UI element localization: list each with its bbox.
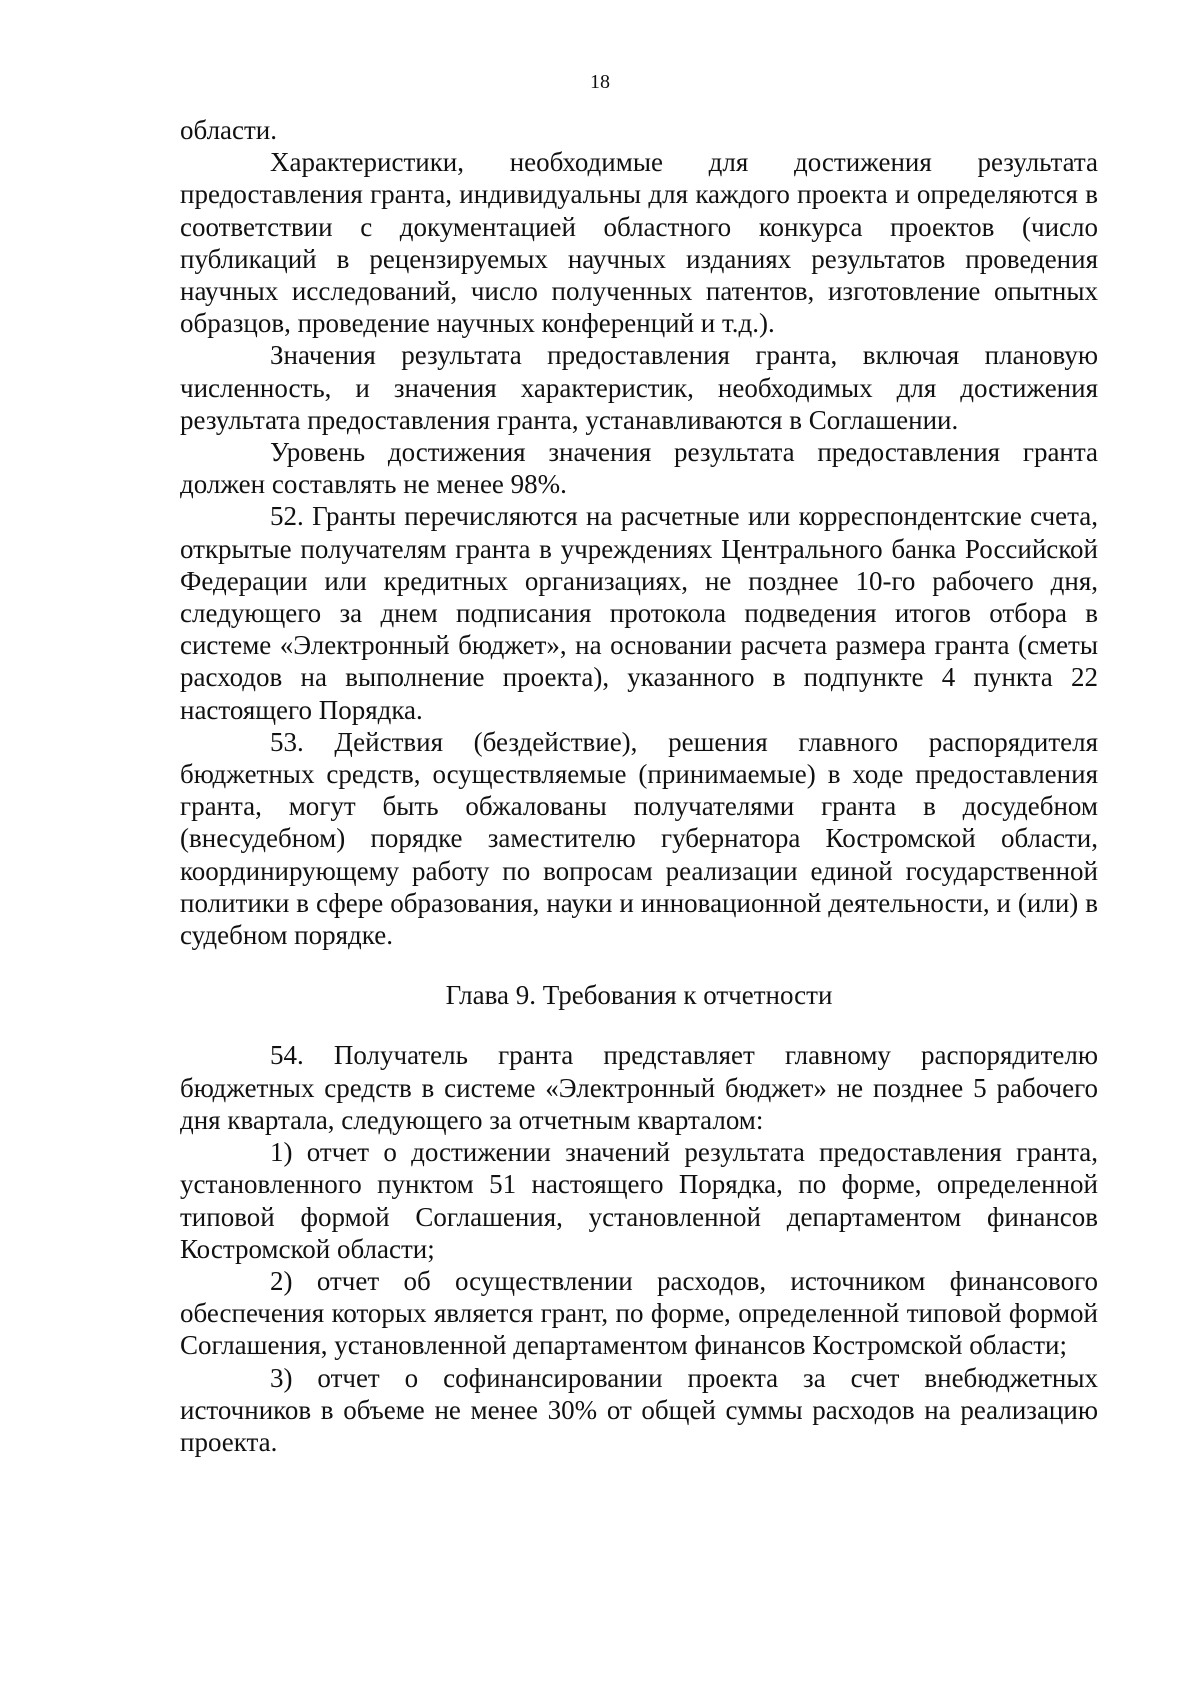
document-body [180, 114, 1098, 1458]
chapter-heading: Глава 9. Требования к отчетности [445, 980, 833, 1011]
paragraph-subitem-3: 3) отчет о софинансировании проекта за счет внебюджетных источников в объеме не менее 30% от общей суммы расходов на реализацию проекта. [180, 1362, 1098, 1457]
paragraph-characteristics: Характеристики, необходимые для достижения результата предоставления гранта, индивидуальны для каждого проекта и определяются в соответствии с документацией областного конкурса проектов (число публикаций в рецензируемых научных изданиях результатов проведения научных исследований, число полученных патентов, изготовление опытных образцов, проведение научных конференций и т.д.). [180, 147, 1098, 339]
paragraph-subitem-2: 2) отчет об осуществлении расходов, источником финансового обеспечения которых является грант, по форме, определенной типовой формой Соглашения, установленной департаментом финансов Костромской области; [180, 1265, 1098, 1361]
paragraph-subitem-1: 1) отчет о достижении значений результата предоставления гранта, установленного пунктом 51 настоящего Порядка, по форме, определенной типовой формой Соглашения, установленной департаментом финансов Костромской области; [180, 1137, 1098, 1264]
paragraph-item-54: 54. Получатель гранта представляет главному распорядителю бюджетных средств в системе «Электронный бюджет» не позднее 5 рабочего дня квартала, следующего за отчетным кварталом: [180, 1040, 1098, 1135]
paragraph-item-53: 53. Действия (бездействие), решения главного распорядителя бюджетных средств, осуществляемые (принимаемые) в ходе предоставления гранта, могут быть обжалованы получателями гранта в досудебном (внесудебном) порядке заместителю губернатора Костромской области, координирующему работу по вопросам реализации единой государственной политики в сфере образования, науки и инновационной деятельности, и (или) в судебном порядке. [180, 726, 1098, 951]
paragraph-item-52: 52. Гранты перечисляются на расчетные или корреспондентские счета, открытые получателям гранта в учреждениях Центрального банка Российской Федерации или кредитных организациях, не позднее 10-го рабочего дня, следующего за днем подписания протокола подведения итогов отбора в системе «Электронный бюджет», на основании расчета размера гранта (сметы расходов на выполнение проекта), указанного в подпункте 4 пункта 22 настоящего Порядка. [180, 501, 1098, 725]
paragraph-result-values: Значения результата предоставления гранта, включая плановую численность, и значения характеристик, необходимых для достижения результата предоставления гранта, устанавливаются в Соглашении. [180, 340, 1098, 435]
paragraph-achievement-level: Уровень достижения значения результата предоставления гранта должен составлять не менее 98%. [180, 437, 1098, 500]
page-number: 18 [590, 71, 610, 93]
paragraph-continuation: области. [180, 115, 278, 145]
